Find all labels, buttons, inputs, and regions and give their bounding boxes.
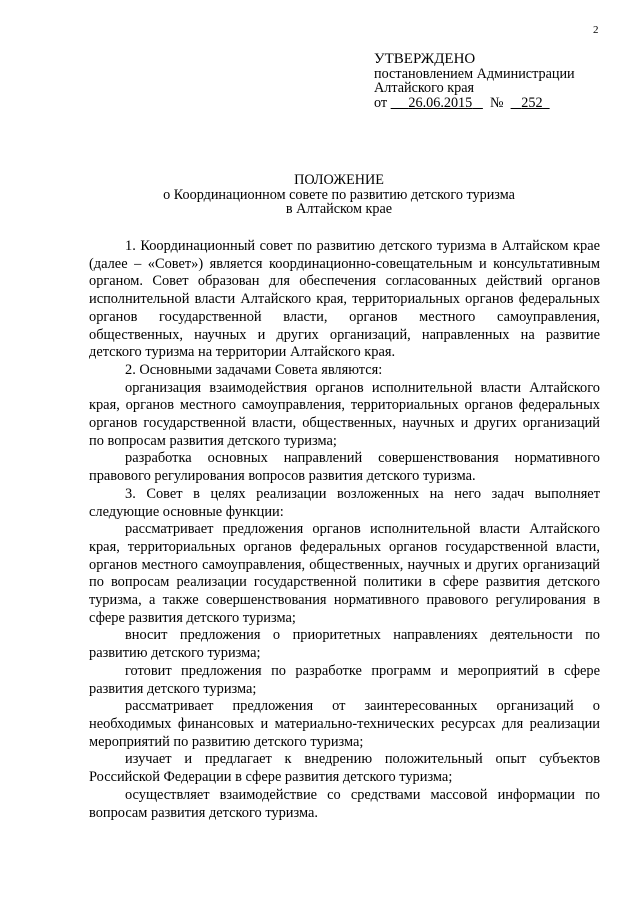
paragraph-7: вносит предложения о приоритетных направлениях деятельности по развитию детского туризма;: [89, 627, 600, 662]
paragraph-2: 2. Основными задачами Совета являются:: [125, 361, 383, 378]
approval-heading: УТВЕРЖДЕНО: [374, 51, 476, 67]
paragraph-10: изучает и предлагает к внедрению положительный опыт субъектов Российской Федерации в сфере развития детского туризма;: [89, 751, 600, 786]
title-line-3: в Алтайском крае: [285, 201, 393, 217]
number-label: №: [489, 94, 504, 111]
approval-block: [374, 52, 575, 110]
approval-line-3: Алтайского края: [374, 80, 475, 96]
approval-line-2: постановлением Администрации: [374, 65, 575, 82]
paragraph-5: 3. Совет в целях реализации возложенных на него задач выполняет следующие основные функции:: [89, 485, 600, 520]
paragraph-3: организация взаимодействия органов исполнительной власти Алтайского края, органов местного самоуправления, территориальных органов федеральных органов государственной власти, общественных, научных и других организаций по вопросам развития детского туризма;: [89, 379, 600, 449]
paragraph-6: рассматривает предложения органов исполнительной власти Алтайского края, территориальных органов федеральных органов государственной власти, органов местного самоуправления, общественных, научных и других организаций по вопросам реализации государственной политики в сфере развития детского туризма, а также совершенствования нормативного правового регулирования в сфере развития детского туризма;: [89, 521, 600, 626]
paragraph-11: осуществляет взаимодействие со средствами массовой информации по вопросам развития детского туризма.: [89, 786, 600, 821]
document-title: [0, 173, 640, 217]
approval-date-line: [374, 96, 575, 111]
title-line-2: о Координационном совете по развитию детского туризма: [163, 186, 515, 203]
paragraph-9: рассматривает предложения от заинтересованных организаций о необходимых финансовых и материально-технических ресурсах для реализации мероприятий по развитию детского туризма;: [89, 698, 600, 750]
from-label: от: [374, 94, 388, 111]
paragraph-1: 1. Координационный совет по развитию детского туризма в Алтайском крае (далее – «Совет») является координационно-совещательным и консультативным органом. Совет образован для обеспечения согласованных действий органов исполнительной власти Алтайского края, территориальных органов федеральных органов государственной власти, органов местного самоуправления, общественных, научных и других организаций, направленных на развитие детского туризма на территории Алтайского края.: [89, 238, 600, 361]
approval-number: 252: [521, 94, 543, 111]
document-body: [89, 238, 600, 822]
approval-date: 26.06.2015: [408, 94, 473, 111]
paragraph-8: готовит предложения по разработке программ и мероприятий в сфере развития детского туризма;: [89, 662, 600, 697]
title-heading: ПОЛОЖЕНИЕ: [294, 172, 384, 188]
paragraph-4: разработка основных направлений совершенствования нормативного правового регулирования вопросов развития детского туризма.: [89, 450, 600, 485]
page-number: 2: [593, 24, 599, 36]
